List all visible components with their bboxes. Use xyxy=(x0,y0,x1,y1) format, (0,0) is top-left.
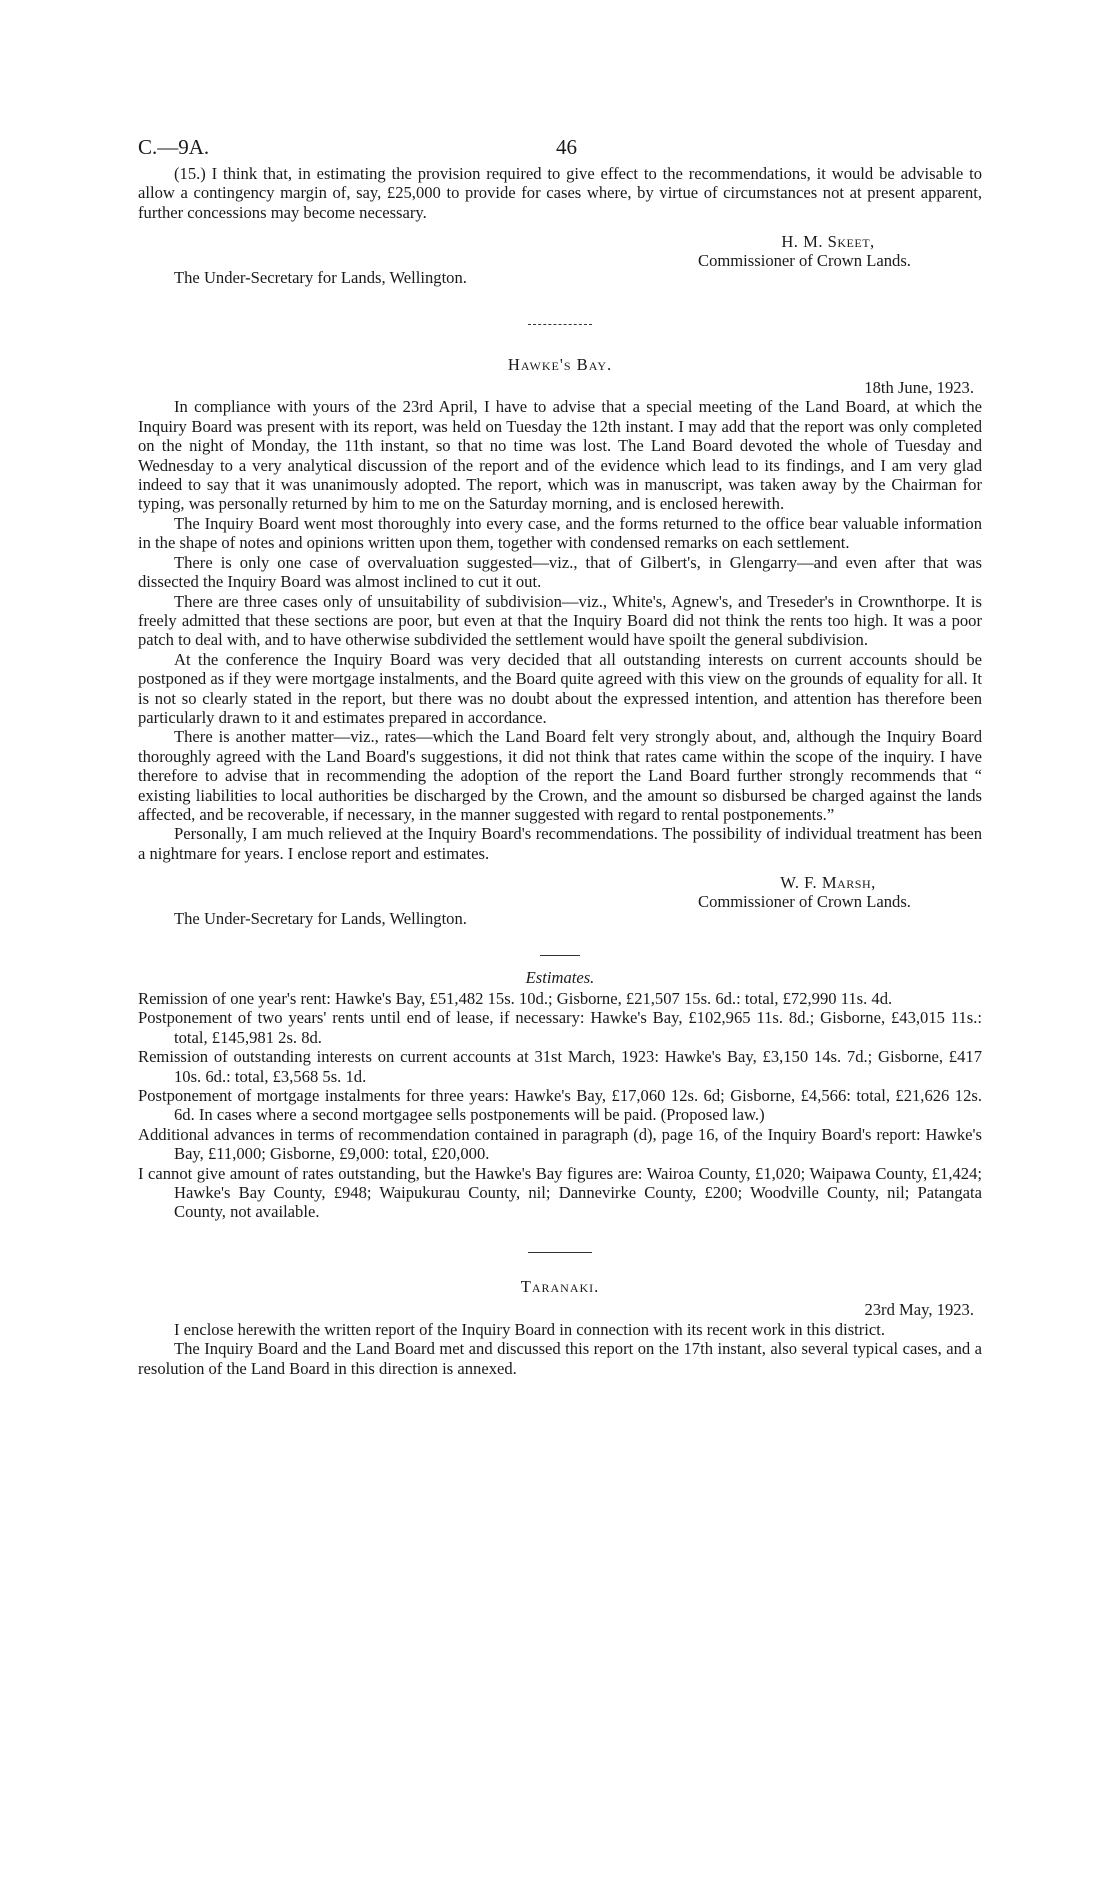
document-page xyxy=(138,134,982,1378)
addressee: The Under-Secretary for Lands, Wellington. xyxy=(174,268,467,288)
estimate-item: Postponement of two years' rents until end of lease, if necessary: Hawke's Bay, £102,965 11s. 8d.; Gisborne, £43,015 11s.: total, £145,981 2s. 8d. xyxy=(138,1008,982,1047)
letter-date: 18th June, 1923. xyxy=(864,378,974,398)
hawkes-paragraph: In compliance with yours of the 23rd April, I have to advise that a special meeting of the Land Board, at which the Inquiry Board was present with its report, was held on Tuesday the 12th instant. I may add that the report was only completed on the night of Monday, the 11th instant, so that no time was lost. The Land Board devoted the whole of Tuesday and Wednesday to a very analytical discussion of the report and of the evidence which lead to its findings, and I am very glad indeed to say that it was unanimously adopted. The report, which was in manuscript, was taken away by the Chairman for typing, was personally returned by him to me on the Saturday morning, and is enclosed herewith. xyxy=(138,397,982,514)
paragraph-15: (15.) I think that, in estimating the provision required to give effect to the recommendations, it would be advisable to allow a contingency margin of, say, £25,000 to provide for cases where, by virtue of circumstances not at present apparent, further concessions may become necessary. xyxy=(138,164,982,222)
hawkes-paragraph: There are three cases only of unsuitability of subdivision—viz., White's, Agnew's, and Treseder's in Crownthorpe. It is freely admitted that these sections are poor, but even at that the Inquiry Board did not think the rents too high. It was a poor patch to deal with, and to have otherwise subdivided the settlement would have spoilt the general subdivision. xyxy=(138,591,982,650)
hawkes-paragraph: Personally, I am much relieved at the Inquiry Board's recommendations. The possibility of individual treatment has been a nightmare for years. I enclose report and estimates. xyxy=(138,824,982,863)
hawkes-paragraph: At the conference the Inquiry Board was very decided that all outstanding interests on current accounts should be postponed as if they were mortgage instalments, and the Board quite agreed with this view on the grounds of equality for all. It is not so clearly stated in the report, but there was no doubt about the expressed intention, and attention has therefore been particularly drawn to it and estimates prepared in accordance. xyxy=(138,649,982,727)
estimate-item: I cannot give amount of rates outstanding, but the Hawke's Bay figures are: Wairoa County, £1,020; Waipawa County, £1,424; Hawke's Bay County, £948; Waipukurau County, nil; Dannevirke County, £200; Woodville County, nil; Patangata County, not available. xyxy=(138,1163,982,1222)
section-divider xyxy=(540,955,580,956)
hawkes-paragraph: There is another matter—viz., rates—which the Land Board felt very strongly about, and, although the Inquiry Board thoroughly agreed with the Land Board's suggestions, it did not think that rates came within the scope of the inquiry. I have therefore to advise that in recommending the adoption of the report the Land Board further strongly recommends that “ existing liabilities to local authorities be discharged by the Crown, and the amount so disbursed be charged against the lands affected, and be recoverable, if necessary, in the manner suggested with regard to rental postponements.” xyxy=(138,727,982,824)
signatory-name: W. F. Marsh, xyxy=(780,873,876,893)
signatory-title: Commissioner of Crown Lands. xyxy=(698,892,911,912)
estimate-item: Postponement of mortgage instalments for three years: Hawke's Bay, £17,060 12s. 6d; Gisborne, £4,566: total, £21,626 12s. 6d. In cases where a second mortgagee sells postponements will be paid. (Proposed law.) xyxy=(138,1086,982,1125)
signature-marsh xyxy=(698,873,982,911)
section-divider xyxy=(528,1252,592,1253)
signatory-title: Commissioner of Crown Lands. xyxy=(698,251,911,271)
taranaki-paragraph: I enclose herewith the written report of the Inquiry Board in connection with its recent work in this district. xyxy=(174,1319,886,1339)
document-reference: C.—9A. xyxy=(138,135,210,159)
letter-date: 23rd May, 1923. xyxy=(864,1300,974,1320)
estimate-item: Remission of one year's rent: Hawke's Bay, £51,482 15s. 10d.; Gisborne, £21,507 15s. 6d.: total, £72,990 11s. 4d. xyxy=(138,989,893,1008)
page-number: 46 xyxy=(556,135,577,159)
addressee: The Under-Secretary for Lands, Wellington. xyxy=(174,909,467,929)
section-divider xyxy=(528,324,592,325)
hawkes-paragraph: There is only one case of overvaluation suggested—viz., that of Gilbert's, in Glengarry—and even after that was dissected the Inquiry Board was almost inclined to cut it out. xyxy=(138,552,982,592)
estimate-item: Additional advances in terms of recommendation contained in paragraph (d), page 16, of the Inquiry Board's report: Hawke's Bay, £11,000; Gisborne, £9,000: total, £20,000. xyxy=(138,1124,982,1164)
signatory-name: H. M. Skeet, xyxy=(781,232,875,252)
page-header xyxy=(138,134,982,164)
section-heading-taranaki: Taranaki. xyxy=(520,1276,600,1296)
hawkes-paragraph: The Inquiry Board went most thoroughly into every case, and the forms returned to the office bear valuable information in the shape of notes and opinions written upon them, together with condensed remarks on each settlement. xyxy=(138,513,982,553)
taranaki-paragraph: The Inquiry Board and the Land Board met and discussed this report on the 17th instant, also several typical cases, and a resolution of the Land Board in this direction is annexed. xyxy=(138,1339,982,1378)
signature-skeet xyxy=(698,232,982,270)
estimates-heading: Estimates. xyxy=(525,967,595,987)
estimate-item: Remission of outstanding interests on current accounts at 31st March, 1923: Hawke's Bay, £3,150 14s. 7d.; Gisborne, £417 10s. 6d.: total, £3,568 5s. 1d. xyxy=(138,1047,982,1086)
section-heading-hawkes-bay: Hawke's Bay. xyxy=(507,354,613,374)
estimates-list xyxy=(138,989,982,1222)
